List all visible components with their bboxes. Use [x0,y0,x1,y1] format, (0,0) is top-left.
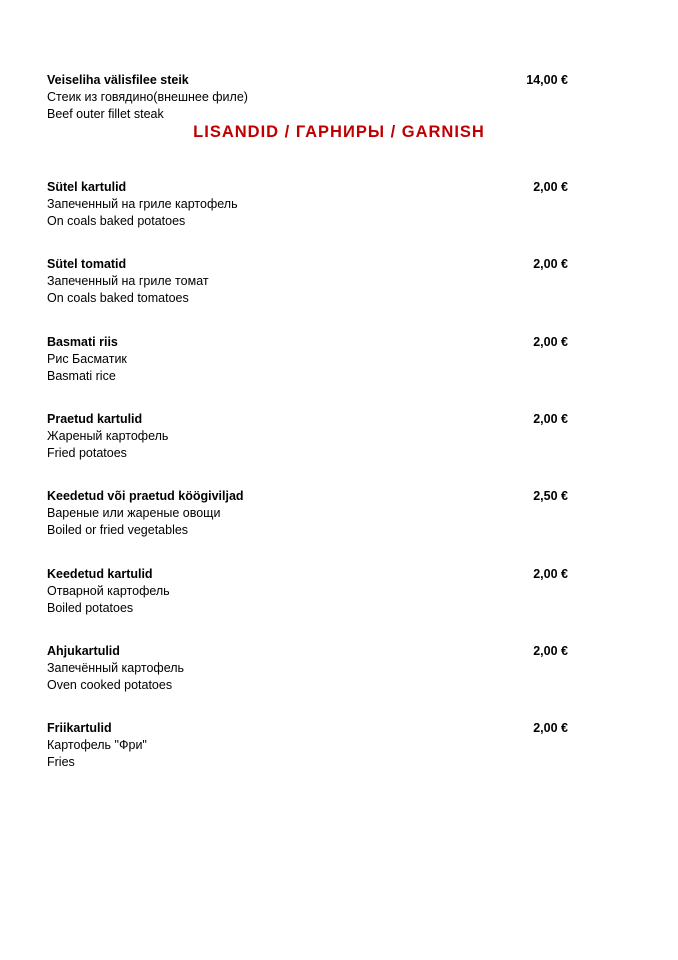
item-price: 2,00 € [533,644,568,658]
item-price: 2,00 € [533,180,568,194]
item-name-english: Fries [47,755,75,769]
item-name-english: Boiled potatoes [47,601,134,615]
item-name: Veiseliha välisfilee steik [47,73,189,87]
item-name-russian: Запечённый картофель [47,661,185,675]
item-name: Friikartulid [47,721,112,735]
item-name: Sütel tomatid [47,257,127,271]
item-name-russian: Жареный картофель [47,429,169,443]
item-name: Ahjukartulid [47,644,120,658]
item-name-russian: Картофель "Фри" [47,738,147,752]
item-name-russian: Рис Басматик [47,352,127,366]
menu-item [47,566,568,617]
menu-item [47,334,568,385]
menu-item-beef-steak [47,72,568,123]
item-name-russian: Стеик из говядино(внешнее филе) [47,90,248,104]
item-name-russian: Вареные или жареные овощи [47,506,221,520]
item-price: 2,00 € [533,567,568,581]
item-name: Basmati riis [47,335,118,349]
section-title: LISANDID / ГАРНИРЫ / GARNISH [193,123,485,141]
item-price: 2,00 € [533,335,568,349]
menu-item [47,179,568,230]
item-price: 2,00 € [533,257,568,271]
item-price: 2,50 € [533,489,568,503]
item-name-english: Oven cooked potatoes [47,678,173,692]
item-price: 2,00 € [533,721,568,735]
item-name-english: Basmati rice [47,369,116,383]
item-name-english: Fried potatoes [47,446,127,460]
menu-item [47,720,568,771]
item-name: Keedetud kartulid [47,567,153,581]
item-name: Keedetud või praetud köögiviljad [47,489,244,503]
item-name-english: Beef outer fillet steak [47,107,164,121]
item-name-russian: Запеченный на гриле томат [47,274,209,288]
item-name-english: Boiled or fried vegetables [47,523,189,537]
item-name: Praetud kartulid [47,412,143,426]
item-name: Sütel kartulid [47,180,127,194]
menu-item [47,643,568,694]
menu-item [47,488,568,539]
menu-item [47,256,568,307]
item-name-english: On coals baked tomatoes [47,291,189,305]
item-price: 14,00 € [526,73,568,87]
item-price: 2,00 € [533,412,568,426]
item-name-russian: Запеченный на гриле картофель [47,197,238,211]
item-name-russian: Отварной картофель [47,584,170,598]
item-name-english: On coals baked potatoes [47,214,186,228]
menu-item [47,411,568,462]
